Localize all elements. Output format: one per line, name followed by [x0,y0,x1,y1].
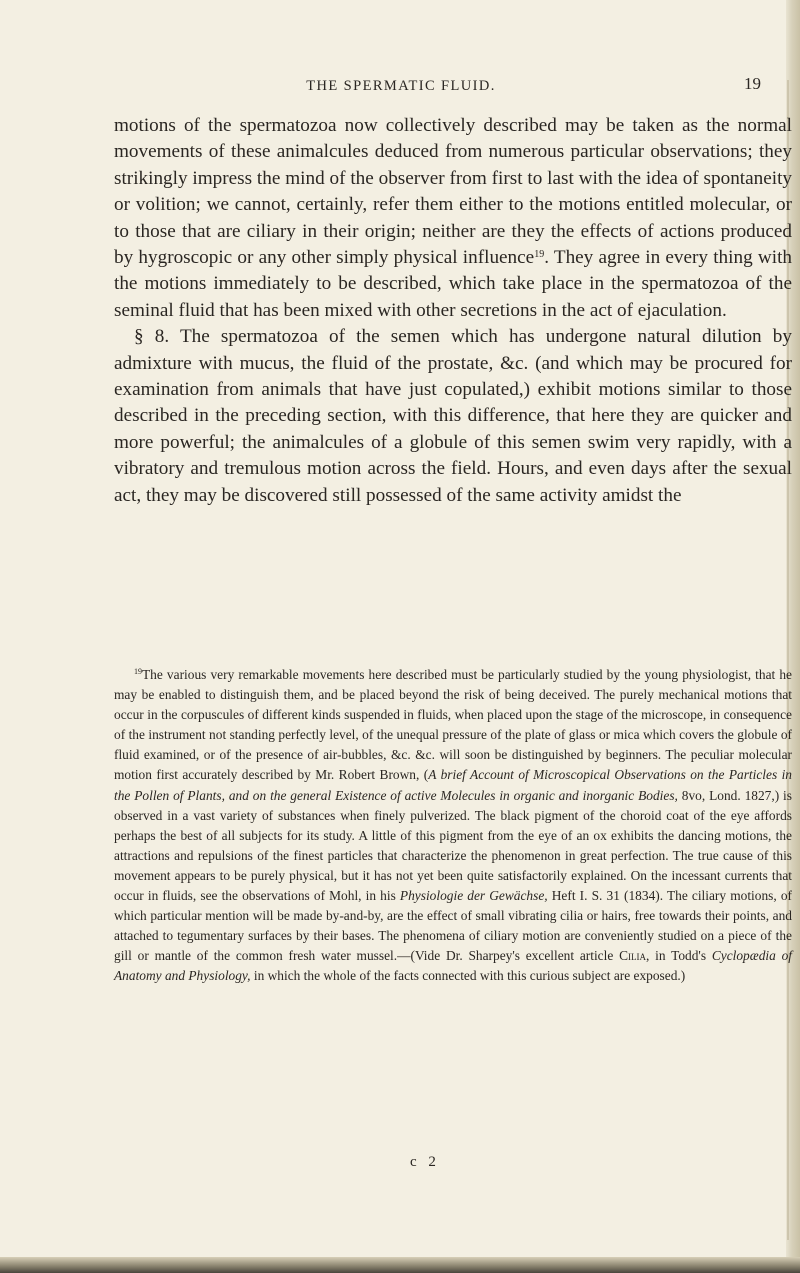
running-title: THE SPERMATIC FLUID. [306,78,496,94]
footnote [114,665,792,987]
footnote-marker: 19 [134,667,142,676]
signature-mark: c 2 [410,1154,440,1170]
main-text [114,113,792,509]
footnote-text-4: , in Todd's [646,948,712,964]
page-number: 19 [744,74,761,93]
footnote-text-1: The various very remarkable movements here described must be particularly studied by the young physiologist, that he may be enabled to distinguish them, and be placed beyond the risk of being deceived. The purely mechanical motions that occur in the corpuscules of different kinds suspended in fluids, when placed upon the stage of the microscope, in consequence of the instrument not standing perfectly level, of the unequal pressure of the plate of glass or mica which covers the globule of fluid examined, or of the presence of air-bubbles, &c. &c. will soon be distinguished by beginners. The peculiar molecular motion first accurately described by Mr. Robert Brown, ( [114,667,792,783]
footnote-text-2: 8vo, Lond. 1827,) is observed in a vast variety of substances when finely pulverized. The black pigment of the choroid coat of the eye affords perhaps the best of all subjects for its study. A little of this pigment from the eye of an ox exhibits the dancing motions, the attractions and repulsions of the finest particles that characterize the phenomenon in great perfection. The true cause of this movement appears to be purely physical, but it has not yet been quite satisfactorily explained. On the incessant currents that occur in fluids, see the observations of Mohl, in his [114,787,792,904]
footnote-title-brown: A brief Account of Microscopical Observations on the Particles in the Pollen of Plants, and on the general Existence of active Molecules in organic and inorganic Bodies, [114,767,792,803]
footnote-article-cilia: Cilia [619,948,647,964]
footnote-reference: 19 [534,249,545,261]
footnote-text-3: Heft I. S. 31 (1834). The ciliary motions, of which particular mention will be made by-and-by, are the effect of small vibrating cilia or hairs, free towards their points, and attached to tegumentary surfaces by their bases. The phenomena of ciliary motion are conveniently studied on a piece of the gill or mantle of the common fresh water mussel.—(Vide Dr. Sharpey's excellent article [114,888,792,964]
paragraph-1 [114,113,792,324]
footnote-title-todd: Cyclopædia of Anatomy and Physiology, [114,948,792,984]
footnote-text-5: in which the whole of the facts connected with this curious subject are exposed.) [250,968,686,984]
footnote-title-mohl: Physiologie der Gewächse, [399,888,548,904]
paragraph-section-8: § 8. The spermatozoa of the semen which has undergone natural dilution by admixture with mucus, the fluid of the prostate, &c. (and which may be procured for examination from animals that have just copulated,) exhibit motions similar to those described in the preceding section, with this difference, that here they are quicker and more powerful; the animalcules of a globule of this semen swim very rapidly, with a vibratory and tremulous motion across the field. Hours, and even days after the sexual act, they may be discovered still possessed of the same activity amidst the [114,326,792,506]
paragraph-1-text-b: . They agree in every thing with the motions immediately to be described, which take place in the spermatozoa of the seminal fluid that has been mixed with other secretions in the act of ejaculation. [114,247,792,321]
page-bottom-shadow [0,1257,800,1273]
paragraph-1-text-a: motions of the spermatozoa now collectively described may be taken as the normal movements of these animalcules deduced from numerous particular observations; they strikingly impress the mind of the observer from first to last with the idea of spontaneity or volition; we cannot, certainly, refer them either to the motions entitled molecular, or to those that are ciliary in their origin; neither are they the effects of actions produced by hygroscopic or any other simply physical influence [114,115,792,269]
